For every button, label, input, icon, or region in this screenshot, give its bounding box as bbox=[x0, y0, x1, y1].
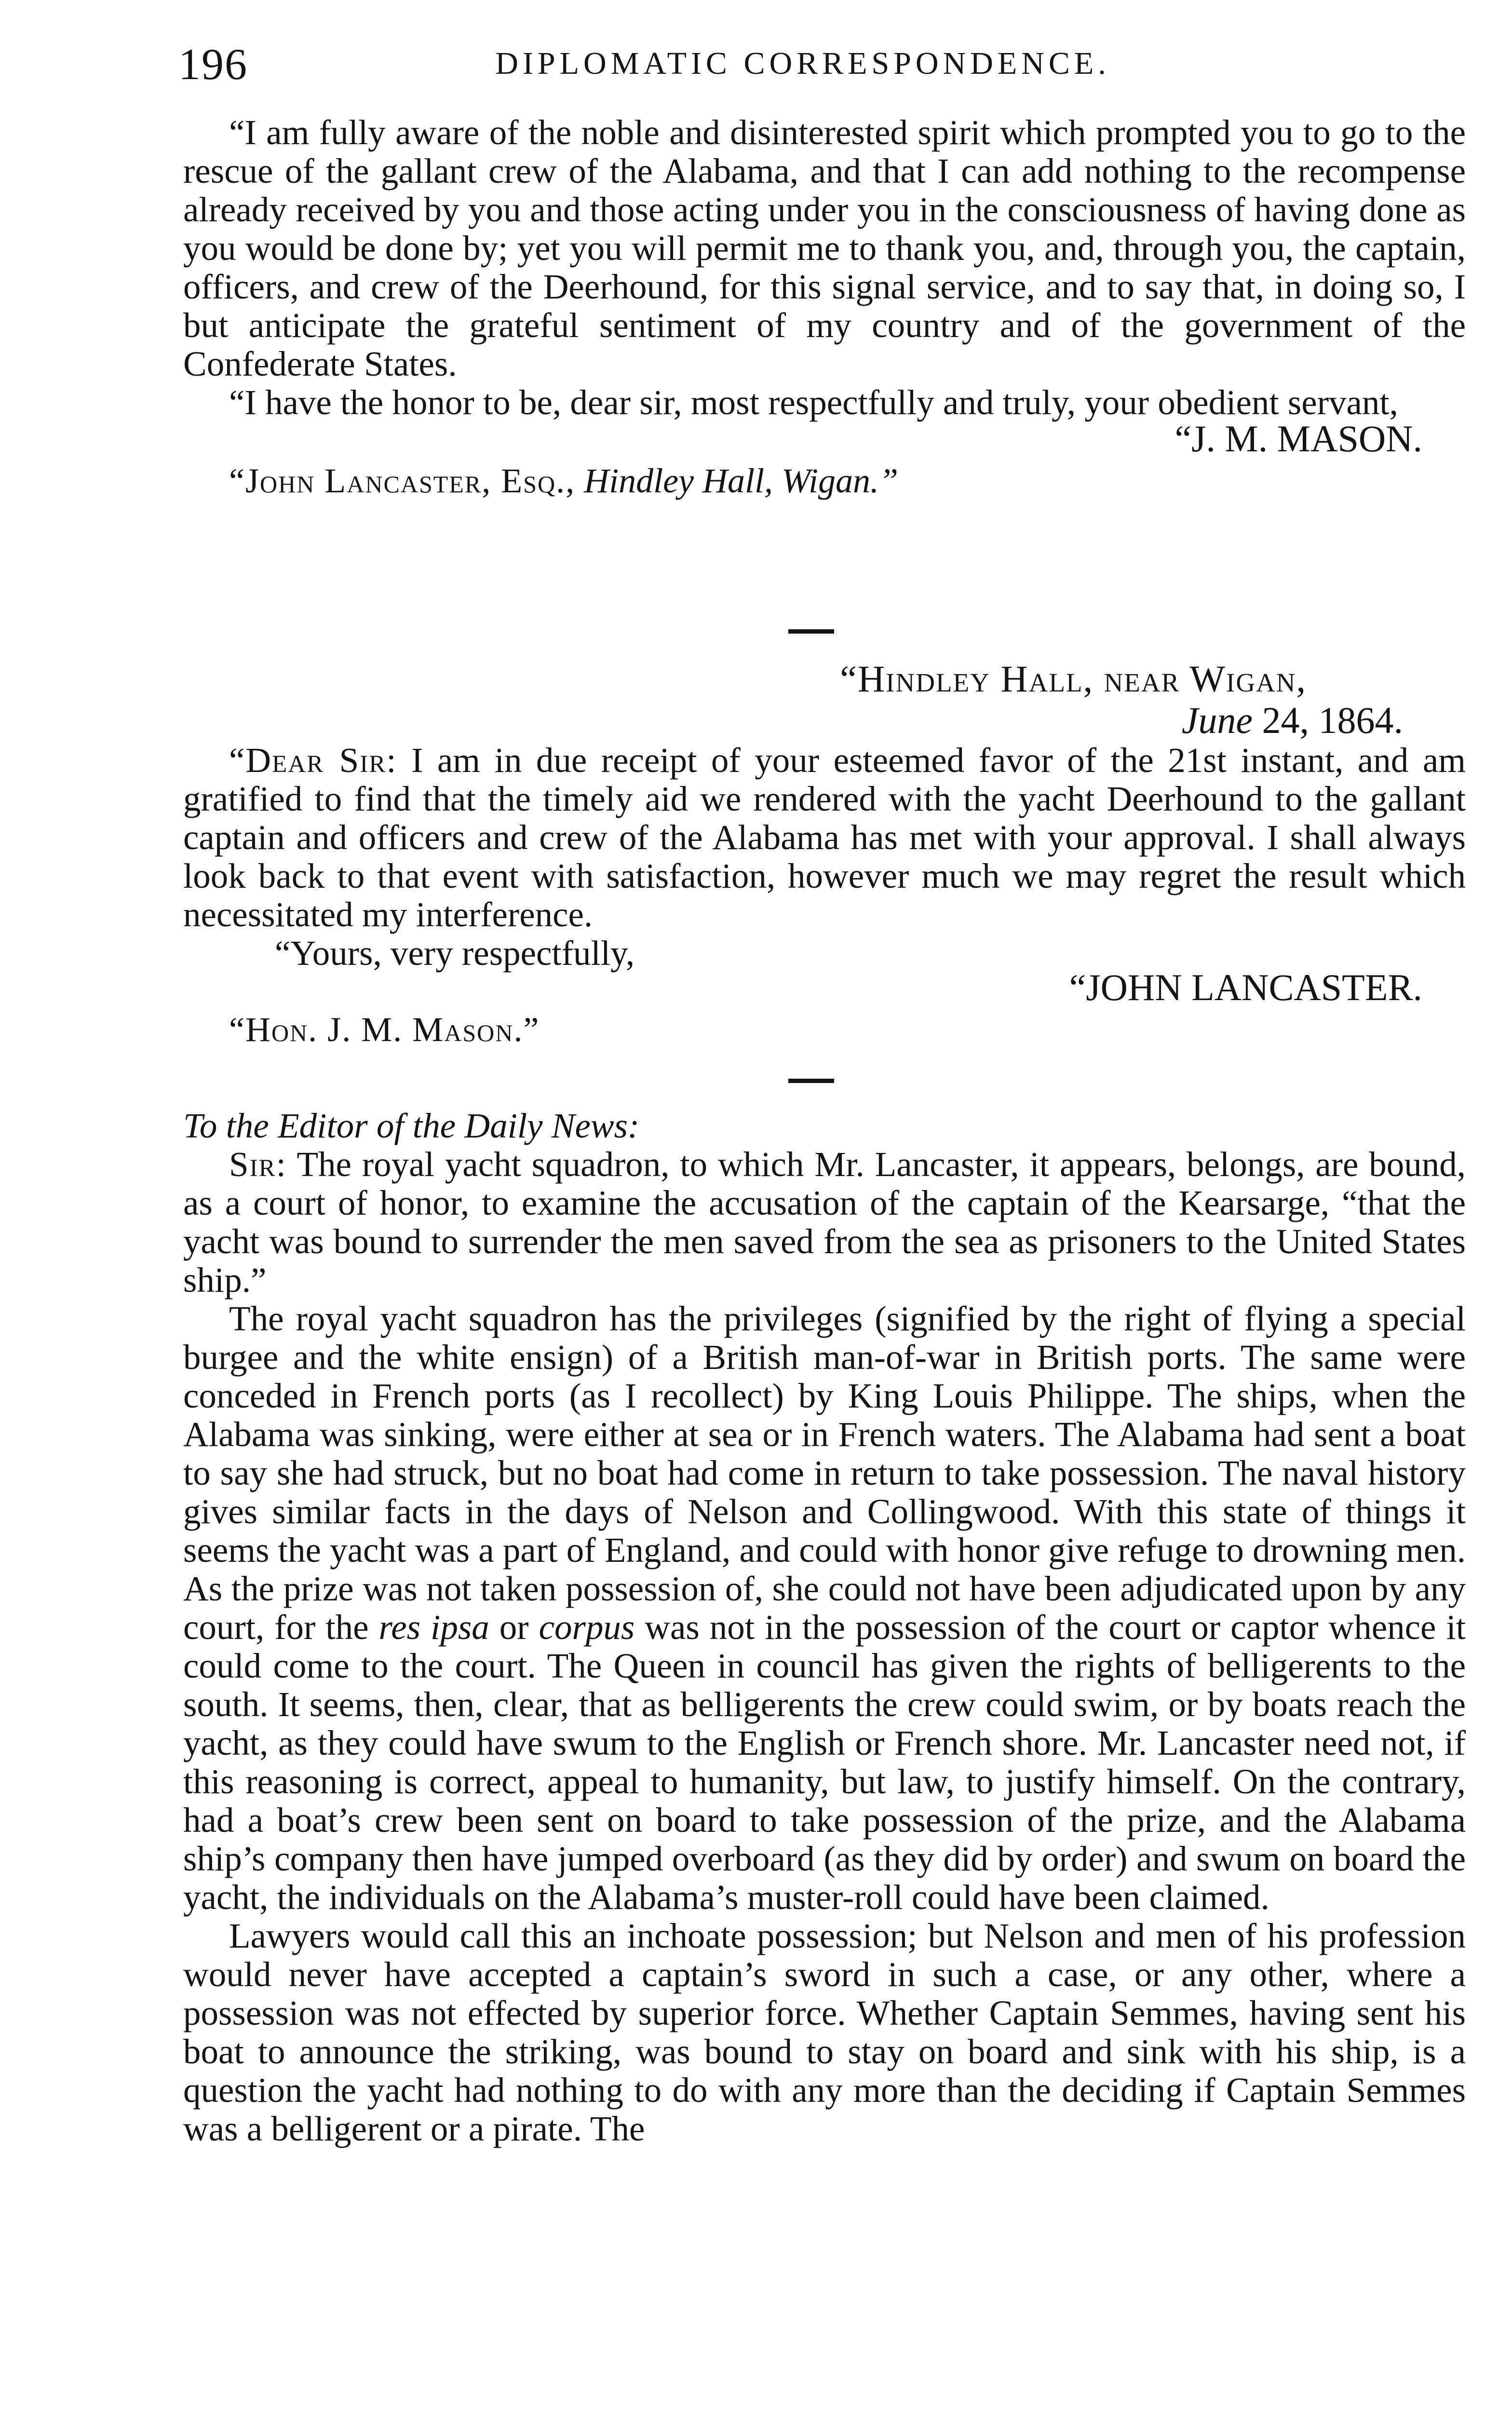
lancaster-place: “Hindley Hall, near Wigan, bbox=[840, 658, 1307, 700]
page-header bbox=[178, 39, 1427, 92]
paragraph-text: was not in the possession of the court or captor whence it could come to the court. The Queen in council has given the rights of belligerents to the south. It seems, then, clear, that as belligerents the crew could swim, or by boats reach the yacht, as they could have swum to the English or French shore. Mr. Lancaster need not, if this reasoning is correct, appeal to humanity, but law, to justify himself. On the contrary, had a boat’s crew been sent on board to take possession of the prize, and the Alabama ship’s company then have jumped overboard (as they did by order) and swum on board the yacht, the individuals on the Alabama’s muster-roll could have been claimed. bbox=[183, 1608, 1466, 1917]
mason-letter-paragraph: “I am fully aware of the noble and disinterested spirit which prompted you to go to the rescue of the gallant crew of the Alabama, and that I can add nothing to the recompense already received by you and those acting under you in the consciousness of having done as you would be done by; yet you will permit me to thank you, and, through you, the captain, officers, and crew of the Deerhound, for this signal service, and to say that, in doing so, I but anticipate the grateful sentiment of my country and of the government of the Confederate States. bbox=[183, 113, 1466, 383]
page-number: 196 bbox=[178, 40, 248, 89]
paragraph-text: The royal yacht squadron has the privileges (signified by the right of flying a special burgee and the white ensign) of a British man-of-war in British ports. The same were conceded in French ports (as I recollect) by King Louis Philippe. The ships, when the Alabama was sinking, were either at sea or in French waters. The Alabama had sent a boat to say she had struck, but no boat had come in return to take possession. The naval history gives similar facts in the days of Nelson and Collingwood. With this state of things it seems the yacht was a part of England, and could with honor give refuge to drowning men. As the prize was not taken possession of, she could not have been adjudicated upon by any court, for the bbox=[183, 1299, 1466, 1647]
section-divider bbox=[788, 1079, 834, 1083]
paragraph-text: or bbox=[499, 1608, 529, 1647]
addressee-name: “John Lancaster, Esq., bbox=[229, 461, 576, 500]
latin-term: res ipsa bbox=[378, 1608, 489, 1647]
mason-letter bbox=[183, 113, 1466, 500]
editor-paragraph-2 bbox=[183, 1300, 1466, 1917]
mason-addressee bbox=[183, 461, 1466, 500]
lancaster-date bbox=[183, 700, 1466, 741]
running-head: DIPLOMATIC CORRESPONDENCE. bbox=[495, 46, 1110, 81]
editor-paragraph-3: Lawyers would call this an inchoate possession; but Nelson and men of his profession would never have accepted a captain’s sword in such a case, or any other, where a possession was not effected by superior force. Whether Captain Semmes, having sent his boat to announce the striking, was bound to stay on board and sink with his ship, is a question the yacht had nothing to do with any more than the deciding if Captain Semmes was a belligerent or a pirate. The bbox=[183, 1916, 1466, 2148]
lancaster-letter-body bbox=[183, 741, 1466, 934]
editor-paragraph-1 bbox=[183, 1145, 1466, 1300]
editor-salutation: Sir: bbox=[229, 1145, 287, 1184]
lancaster-body-text: I am in due receipt of your esteemed favor of the 21st instant, and am gratified to find that the timely aid we rendered with the yacht Deerhound to the gallant captain and officers and crew of the Alabama has met with your approval. I shall always look back to that event with satisfaction, however much we may regret the result which necessitated my interference. bbox=[183, 741, 1466, 934]
addressee-place: Hindley Hall, Wigan.” bbox=[584, 461, 899, 500]
mason-signature: “J. M. MASON. bbox=[1174, 418, 1422, 460]
section-divider bbox=[788, 629, 834, 634]
mason-letter-closing: “I have the honor to be, dear sir, most respectfully and truly, your obedient servant, bbox=[229, 383, 1398, 422]
date-rest: 24, 1864. bbox=[1262, 699, 1403, 741]
lancaster-closing: “Yours, very respectfully, bbox=[275, 934, 635, 973]
lancaster-signature: “JOHN LANCASTER. bbox=[1069, 966, 1422, 1008]
lancaster-salutation: “Dear Sir: bbox=[229, 741, 397, 780]
lancaster-addressee: “Hon. J. M. Mason.” bbox=[229, 1010, 540, 1049]
lancaster-letter bbox=[183, 658, 1466, 1049]
latin-term: corpus bbox=[539, 1608, 635, 1647]
editor-letter bbox=[183, 1107, 1466, 2148]
date-month: June bbox=[1181, 699, 1253, 741]
editor-paragraph-1-text: The royal yacht squadron, to which Mr. Lancaster, it appears, belongs, are bound, as a court of honor, to examine the accusation of the captain of the Kearsarge, “that the yacht was bound to surrender the men saved from the sea as prisoners to the United States ship.” bbox=[183, 1145, 1466, 1300]
editor-heading: To the Editor of the Daily News: bbox=[183, 1106, 640, 1145]
